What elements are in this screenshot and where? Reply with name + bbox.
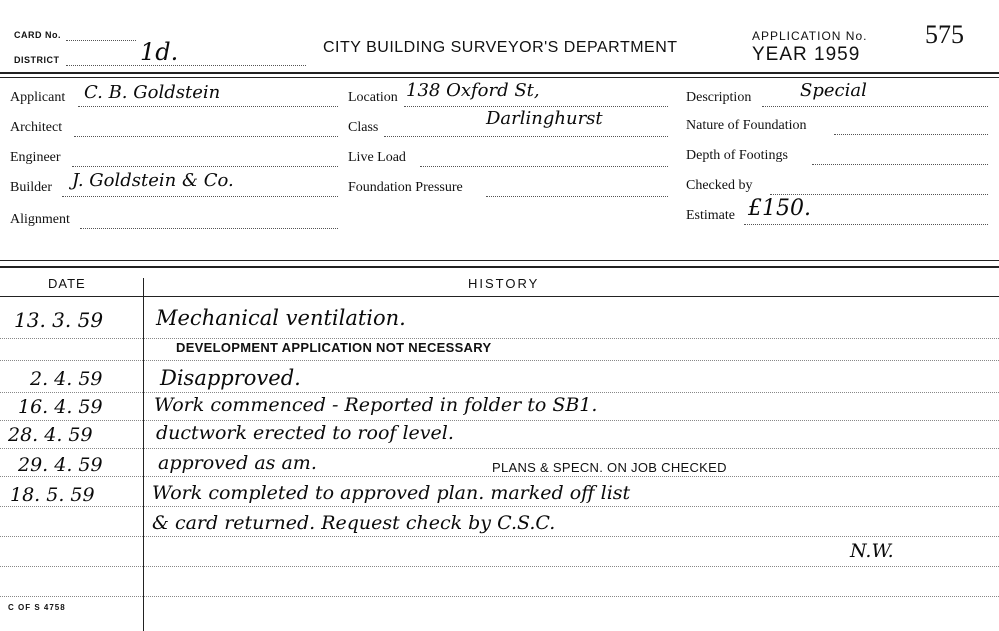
history-entry: Mechanical ventilation. [156,306,406,330]
builder-line [62,196,338,197]
engineer-label: Engineer [10,150,61,165]
history-rule [0,536,999,537]
history-entry: approved as am. [158,452,317,474]
class-line [384,136,668,137]
builder-value: J. Goldstein & Co. [72,170,234,191]
development-stamp: DEVELOPMENT APPLICATION NOT NECESSARY [176,340,492,355]
alignment-label: Alignment [10,212,70,227]
history-date: 2. 4. 59 [30,368,103,390]
history-date: 28. 4. 59 [8,424,93,446]
typed-note: PLANS & SPECN. ON JOB CHECKED [492,460,727,475]
history-rule [0,506,999,507]
history-rule-bottom [0,266,999,268]
history-rule [0,448,999,449]
department-title: CITY BUILDING SURVEYOR'S DEPARTMENT [323,39,678,56]
date-column-header: DATE [48,276,86,291]
description-value: Special [800,80,867,101]
history-date: 16. 4. 59 [18,396,103,418]
history-date: 29. 4. 59 [18,454,103,476]
depth-of-footings-label: Depth of Footings [686,148,788,163]
card-no-label: CARD No. [14,30,61,40]
applicant-label: Applicant [10,90,66,105]
location-value-1: 138 Oxford St, [406,80,540,101]
history-entry: Disapproved. [160,366,301,390]
initials: N.W. [850,540,894,562]
history-rule [0,360,999,361]
location-value-2: Darlinghurst [486,108,603,129]
history-rule [0,566,999,567]
location-line [404,106,668,107]
card-no-line [66,40,136,41]
foundation-pressure-line [486,196,668,197]
estimate-value: £150. [748,196,811,221]
history-column-header: HISTORY [468,276,540,291]
header-rule-top [0,72,999,74]
live-load-line [420,166,668,167]
class-label: Class [348,120,379,135]
nature-of-foundation-label: Nature of Foundation [686,118,807,133]
description-label: Description [686,90,752,105]
history-rule [0,596,999,597]
header-rule-bottom [0,77,999,78]
estimate-label: Estimate [686,208,735,223]
application-no: 575 [925,20,964,49]
history-date: 18. 5. 59 [10,484,95,506]
alignment-line [80,228,338,229]
applicant-value: C. B. Goldstein [84,82,221,103]
district-label: DISTRICT [14,55,60,65]
history-entry: & card returned. Request check by C.S.C. [152,512,556,534]
nature-of-foundation-line [834,134,988,135]
history-rule [0,420,999,421]
history-entry: Work commenced - Reported in folder to SB1. [154,394,598,416]
date-column-divider [143,278,144,631]
live-load-label: Live Load [348,150,406,165]
applicant-line [78,106,338,107]
history-rule-top [0,260,999,261]
location-label: Location [348,90,398,105]
history-entry: Work completed to approved plan. marked off list [152,482,631,504]
application-no-label: APPLICATION No. [752,29,868,43]
history-entry: ductwork erected to roof level. [156,422,454,444]
architect-label: Architect [10,120,63,135]
history-rule [0,392,999,393]
history-header-rule [0,296,999,297]
form-code: C OF S 4758 [8,603,66,612]
depth-of-footings-line [812,164,988,165]
history-rule [0,338,999,339]
checked-by-label: Checked by [686,178,753,193]
history-date: 13. 3. 59 [14,308,104,332]
district-line [66,65,306,66]
district-value: 1d. [140,38,179,66]
builder-label: Builder [10,180,52,195]
description-line [762,106,988,107]
estimate-line [744,224,988,225]
engineer-line [72,166,338,167]
year-label: YEAR 1959 [752,44,861,65]
architect-line [74,136,338,137]
history-rule [0,476,999,477]
foundation-pressure-label: Foundation Pressure [348,180,463,195]
checked-by-line [770,194,988,195]
